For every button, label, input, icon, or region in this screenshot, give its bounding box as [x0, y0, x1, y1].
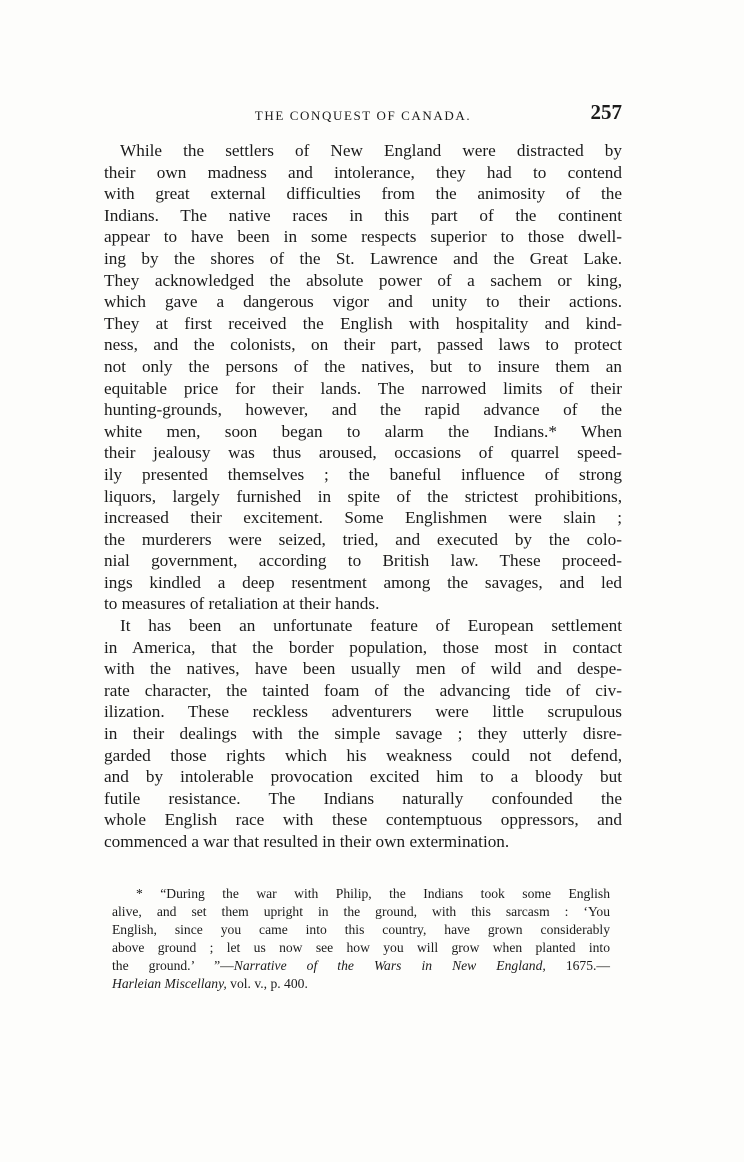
- text-line: in their dealings with the simple savage ; they utterly disre-: [104, 724, 622, 744]
- text-line: white men, soon began to alarm the Indians.* When: [104, 421, 622, 441]
- citation-year: 1675.—: [545, 958, 610, 973]
- source-title: Harleian Miscellany,: [112, 976, 227, 991]
- footnote: [112, 885, 610, 993]
- text-line: with the natives, have been usually men of wild and despe-: [104, 659, 622, 679]
- text-line: equitable price for their lands. The narrowed limits of their: [104, 378, 622, 398]
- text-line: their jealousy was thus aroused, occasions of quarrel speed-: [104, 443, 622, 463]
- text-line: ing by the shores of the St. Lawrence and the Great Lake.: [104, 248, 622, 268]
- footnote-line: alive, and set them upright in the ground, with this sarcasm : ‘You: [112, 904, 610, 919]
- text-line: ings kindled a deep resentment among the savages, and led: [104, 572, 622, 592]
- paragraph-2: [104, 615, 622, 853]
- running-header: [104, 100, 622, 130]
- text-line: They acknowledged the absolute power of a sachem or king,: [104, 270, 622, 290]
- text-line: It has been an unfortunate feature of European settlement: [120, 616, 622, 636]
- text-line: nial government, according to British law. These proceed-: [104, 551, 622, 571]
- paragraph-1: [104, 140, 622, 615]
- text-line: in America, that the border population, those most in contact: [104, 637, 622, 657]
- main-text: [104, 140, 622, 853]
- running-title: THE CONQUEST OF CANADA.: [254, 108, 472, 123]
- text-line: While the settlers of New England were distracted by: [120, 141, 622, 160]
- text-line: not only the persons of the natives, but to insure them an: [104, 356, 622, 376]
- text-line: ily presented themselves ; the baneful influence of strong: [104, 464, 622, 484]
- text-line: hunting-grounds, however, and the rapid advance of the: [104, 400, 622, 420]
- text-line: with great external difficulties from the animosity of the: [104, 184, 622, 204]
- text-line: to measures of retaliation at their hands.: [104, 594, 380, 614]
- footnote-source-line: [112, 975, 610, 993]
- text-line: rate character, the tainted foam of the advancing tide of civ-: [104, 680, 622, 700]
- text-line: appear to have been in some respects superior to those dwell-: [104, 227, 622, 247]
- text-line: and by intolerable provocation excited him to a bloody but: [104, 767, 622, 787]
- footnote-line: English, since you came into this country, have grown considerably: [112, 922, 610, 937]
- text-line: increased their excitement. Some Englishmen were slain ;: [104, 508, 622, 528]
- text-line: ilization. These reckless adventurers were little scrupulous: [104, 702, 622, 722]
- text-line: which gave a dangerous vigor and unity to their actions.: [104, 292, 622, 312]
- text-line: ness, and the colonists, on their part, passed laws to protect: [104, 335, 622, 355]
- footnote-line: above ground ; let us now see how you will grow when planted into: [112, 940, 610, 955]
- footnote-line: * “During the war with Philip, the Indians took some English: [136, 886, 610, 901]
- footnote-citation-line: [112, 957, 610, 975]
- text-line: whole English race with these contemptuous oppressors, and: [104, 810, 622, 830]
- citation-title: Narrative of the Wars in New England,: [233, 958, 546, 973]
- text-line: They at first received the English with hospitality and kind-: [104, 313, 622, 333]
- source-reference: vol. v., p. 400.: [226, 976, 308, 991]
- text-line: Indians. The native races in this part of the continent: [104, 205, 622, 225]
- text-line: the murderers were seized, tried, and executed by the colo-: [104, 529, 622, 549]
- page-number: 257: [590, 100, 622, 124]
- footnote-text: the ground.’ ”—: [112, 958, 234, 973]
- text-line: liquors, largely furnished in spite of the strictest prohibitions,: [104, 486, 622, 506]
- text-line: futile resistance. The Indians naturally confounded the: [104, 788, 622, 808]
- text-line: their own madness and intolerance, they had to contend: [104, 162, 622, 182]
- text-line: commenced a war that resulted in their own extermination.: [104, 832, 510, 851]
- text-line: garded those rights which his weakness could not defend,: [104, 745, 622, 765]
